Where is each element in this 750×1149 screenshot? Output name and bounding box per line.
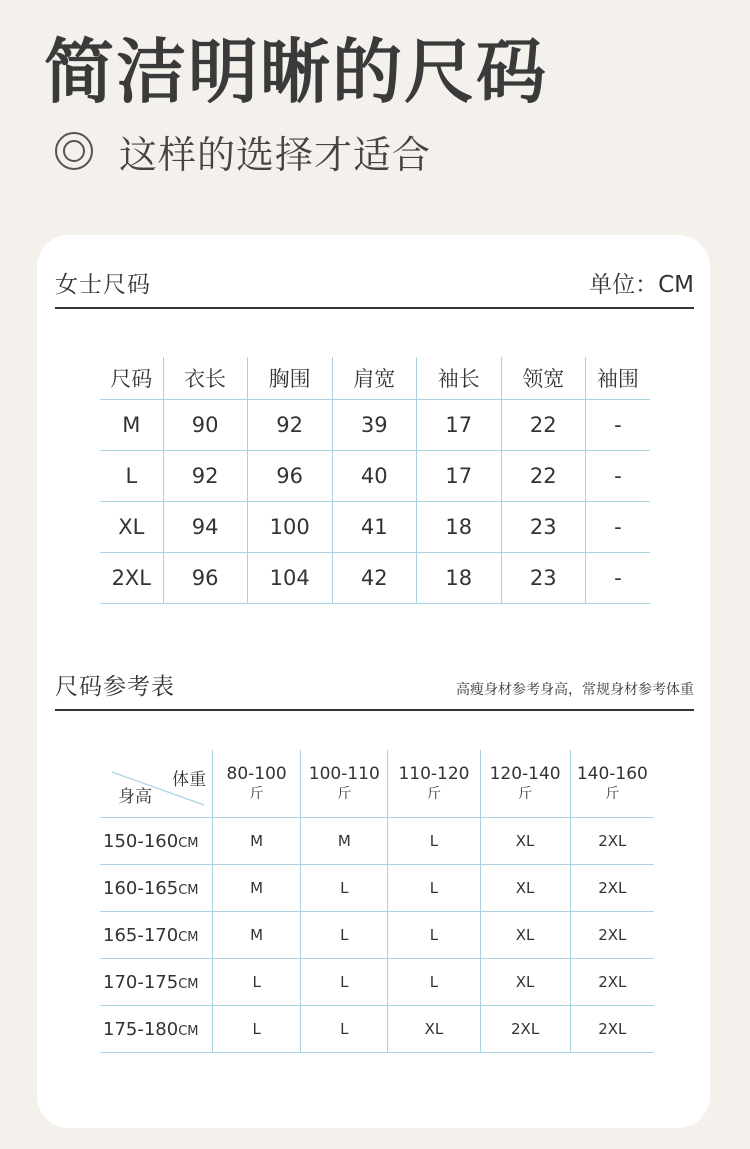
height-range: 150-160	[103, 830, 179, 852]
table-cell: 2XL	[480, 1006, 570, 1053]
table-cell: 2XL	[570, 865, 654, 912]
height-range: 165-170	[103, 924, 179, 946]
table-cell: 100	[247, 502, 332, 553]
table-cell: 92	[247, 400, 332, 451]
unit-label: 单位：CM	[589, 272, 694, 298]
height-unit: CM	[178, 976, 199, 992]
table-cell: 39	[332, 400, 416, 451]
table-cell: 90	[163, 400, 247, 451]
table-row	[100, 818, 654, 865]
column-header: 领宽	[501, 357, 585, 400]
table-cell: 104	[247, 553, 332, 604]
table-cell: 96	[247, 451, 332, 502]
table-cell: L	[301, 1006, 388, 1053]
table-cell: M	[213, 818, 301, 865]
table-cell: XL	[480, 912, 570, 959]
weight-column-header	[570, 750, 654, 818]
column-header: 衣长	[163, 357, 247, 400]
height-unit: CM	[178, 835, 199, 851]
table-header-row	[100, 357, 650, 400]
height-range: 160-165	[103, 877, 179, 899]
height-row-header	[100, 1006, 213, 1053]
weight-unit: 斤	[249, 785, 264, 802]
table-cell: L	[388, 912, 480, 959]
table-cell: XL	[480, 959, 570, 1006]
table-cell: L	[301, 865, 388, 912]
table-cell: L	[388, 959, 480, 1006]
table-cell: 41	[332, 502, 416, 553]
table-row	[100, 959, 654, 1006]
weight-range: 100-110	[308, 763, 380, 784]
table-cell: M	[301, 818, 388, 865]
column-header: 袖长	[416, 357, 501, 400]
height-range: 175-180	[103, 1018, 179, 1040]
table-cell: XL	[480, 818, 570, 865]
weight-range: 120-140	[489, 763, 561, 784]
weight-column-header	[388, 750, 480, 818]
weight-range: 140-160	[576, 763, 648, 784]
table-cell: L	[301, 959, 388, 1006]
table-cell: 18	[416, 553, 501, 604]
table-cell: 96	[163, 553, 247, 604]
table-cell: 18	[416, 502, 501, 553]
height-row-header	[100, 818, 213, 865]
women-size-table	[100, 357, 650, 604]
women-size-title: 女士尺码	[55, 272, 151, 298]
table-row	[100, 400, 650, 451]
women-size-header	[55, 263, 694, 309]
table-cell: 2XL	[570, 1006, 654, 1053]
height-unit: CM	[178, 1023, 199, 1039]
page-subtitle: 这样的选择才适合	[119, 132, 432, 177]
reference-title: 尺码参考表	[55, 674, 175, 700]
table-cell: 22	[501, 451, 585, 502]
weight-column-header	[301, 750, 388, 818]
table-cell: -	[585, 400, 650, 451]
weight-column-header	[480, 750, 570, 818]
weight-unit: 斤	[518, 785, 533, 802]
table-cell: 2XL	[570, 912, 654, 959]
table-cell: 2XL	[570, 818, 654, 865]
table-cell: 22	[501, 400, 585, 451]
table-cell: -	[585, 502, 650, 553]
table-row	[100, 502, 650, 553]
weight-range: 110-120	[398, 763, 470, 784]
column-header: 胸围	[247, 357, 332, 400]
table-row	[100, 553, 650, 604]
table-cell: XL	[480, 865, 570, 912]
corner-weight-label: 体重	[172, 770, 207, 790]
table-cell: M	[213, 865, 301, 912]
table-cell: 23	[501, 502, 585, 553]
height-unit: CM	[178, 929, 199, 945]
table-cell: -	[585, 451, 650, 502]
table-cell: M	[100, 400, 163, 451]
height-row-header	[100, 912, 213, 959]
page-headline: 简洁明晰的尺码	[44, 31, 548, 113]
concentric-circle-icon	[55, 132, 93, 170]
table-row	[100, 865, 654, 912]
height-unit: CM	[178, 882, 199, 898]
table-cell: L	[100, 451, 163, 502]
height-range: 170-175	[103, 971, 179, 993]
reference-table	[100, 750, 654, 1053]
column-header: 袖围	[585, 357, 650, 400]
height-row-header	[100, 959, 213, 1006]
table-cell: -	[585, 553, 650, 604]
table-cell: 42	[332, 553, 416, 604]
table-cell: 40	[332, 451, 416, 502]
table-cell: M	[213, 912, 301, 959]
table-cell: 92	[163, 451, 247, 502]
weight-column-header	[213, 750, 301, 818]
table-cell: L	[388, 865, 480, 912]
corner-cell	[100, 750, 213, 818]
table-cell: 2XL	[570, 959, 654, 1006]
table-cell: 2XL	[100, 553, 163, 604]
table-cell: XL	[388, 1006, 480, 1053]
table-cell: 94	[163, 502, 247, 553]
table-cell: 17	[416, 451, 501, 502]
subtitle-row	[55, 128, 432, 177]
column-header: 肩宽	[332, 357, 416, 400]
reference-header	[55, 665, 694, 711]
corner-height-label: 身高	[118, 787, 152, 807]
table-row	[100, 451, 650, 502]
column-header: 尺码	[110, 367, 153, 391]
weight-unit: 斤	[426, 785, 441, 802]
table-cell: L	[388, 818, 480, 865]
weight-range: 80-100	[226, 763, 287, 784]
weight-unit: 斤	[605, 785, 620, 802]
table-cell: L	[301, 912, 388, 959]
table-header-row	[100, 750, 654, 818]
table-cell: 17	[416, 400, 501, 451]
height-row-header	[100, 865, 213, 912]
table-row	[100, 912, 654, 959]
size-card	[37, 235, 710, 1128]
table-cell: L	[213, 959, 301, 1006]
table-cell: XL	[100, 502, 163, 553]
table-row	[100, 1006, 654, 1053]
weight-unit: 斤	[337, 785, 352, 802]
table-cell: 23	[501, 553, 585, 604]
reference-note: 高瘦身材参考身高，常规身材参考体重	[456, 682, 694, 698]
table-cell: L	[213, 1006, 301, 1053]
